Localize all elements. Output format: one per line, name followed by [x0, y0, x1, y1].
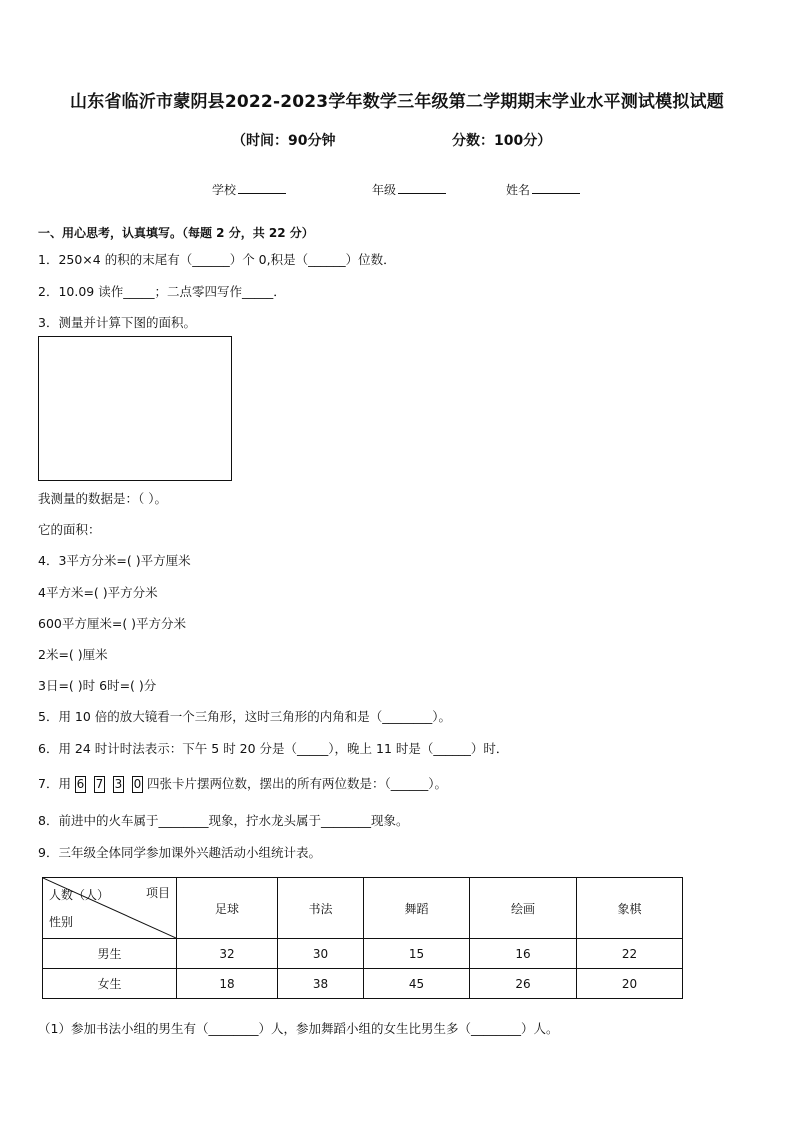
question-1: 1．250×4 的积的末尾有（______）个 0,积是（______）位数．	[38, 252, 396, 267]
school-label: 学校	[212, 183, 237, 197]
table-cell: 16	[470, 939, 577, 969]
table-cell: 18	[177, 969, 278, 999]
exam-score: 分数：100分）	[452, 133, 552, 149]
number-card: 0	[133, 777, 142, 791]
question-9: 9．三年级全体同学参加课外兴趣活动小组统计表。	[38, 845, 321, 860]
column-header: 书法	[278, 878, 364, 939]
column-header: 象棋	[577, 878, 683, 939]
school-blank[interactable]	[238, 181, 286, 194]
table-cell: 15	[364, 939, 470, 969]
question-3: 3．测量并计算下图的面积。	[38, 315, 196, 330]
corner-item-label: 项目	[145, 886, 170, 900]
table-cell: 20	[577, 969, 683, 999]
column-header: 足球	[177, 878, 278, 939]
question-6: 6．用 24 时计时法表示：下午 5 时 20 分是（_____），晚上 11 时是（______）时．	[38, 741, 509, 756]
name-blank[interactable]	[532, 181, 580, 194]
name-field	[506, 181, 580, 198]
corner-gender-label: 性别	[49, 915, 74, 929]
question-4c: 600平方厘米=( )平方分米	[38, 616, 187, 631]
row-label: 女生	[43, 969, 177, 999]
name-label: 姓名	[506, 183, 531, 197]
question-4: 4．3平方分米=( )平方厘米	[38, 553, 191, 568]
table-cell: 38	[278, 969, 364, 999]
question-7-prefix: 7．用	[38, 776, 71, 791]
question-2: 2．10.09 读作_____；二点零四写作_____．	[38, 284, 286, 299]
question-3-area: 它的面积：	[38, 522, 101, 537]
row-label: 男生	[43, 939, 177, 969]
exam-time: （时间：90分钟	[232, 133, 336, 149]
table-cell: 32	[177, 939, 278, 969]
table-row	[43, 969, 683, 999]
question-8: 8．前进中的火车属于________现象，拧水龙头属于________现象。	[38, 813, 409, 828]
number-card: 7	[95, 777, 104, 791]
question-7	[38, 774, 447, 793]
question-7-suffix: 四张卡片摆两位数，摆出的所有两位数是：（______）。	[146, 776, 447, 791]
activity-table	[42, 877, 683, 999]
grade-label: 年级	[372, 183, 397, 197]
table-cell: 45	[364, 969, 470, 999]
table-cell: 26	[470, 969, 577, 999]
column-header: 舞蹈	[364, 878, 470, 939]
question-3-measure: 我测量的数据是：（ ）。	[38, 491, 167, 506]
grade-blank[interactable]	[398, 181, 446, 194]
table-corner-cell	[43, 878, 177, 939]
page-title: 山东省临沂市蒙阴县2022-2023学年数学三年级第二学期期末学业水平测试模拟试题	[70, 92, 724, 112]
question-4e: 3日=( )时 6时=( )分	[38, 678, 157, 693]
number-card: 3	[114, 777, 123, 791]
grade-field	[372, 181, 446, 198]
table-cell: 30	[278, 939, 364, 969]
measure-rectangle	[38, 336, 232, 481]
table-header-row	[43, 878, 683, 939]
school-field	[212, 181, 286, 198]
number-card: 6	[76, 777, 85, 791]
question-4b: 4平方米=( )平方分米	[38, 585, 158, 600]
question-9-1: （1）参加书法小组的男生有（________）人，参加舞蹈小组的女生比男生多（________）人。	[38, 1021, 559, 1036]
section-heading: 一、用心思考，认真填写。（每题 2 分，共 22 分）	[38, 226, 314, 240]
table-row	[43, 939, 683, 969]
question-4d: 2米=( )厘米	[38, 647, 108, 662]
question-5: 5．用 10 倍的放大镜看一个三角形，这时三角形的内角和是（________）。	[38, 709, 452, 724]
corner-people-label: 人数（人）	[49, 888, 110, 902]
table-cell: 22	[577, 939, 683, 969]
column-header: 绘画	[470, 878, 577, 939]
